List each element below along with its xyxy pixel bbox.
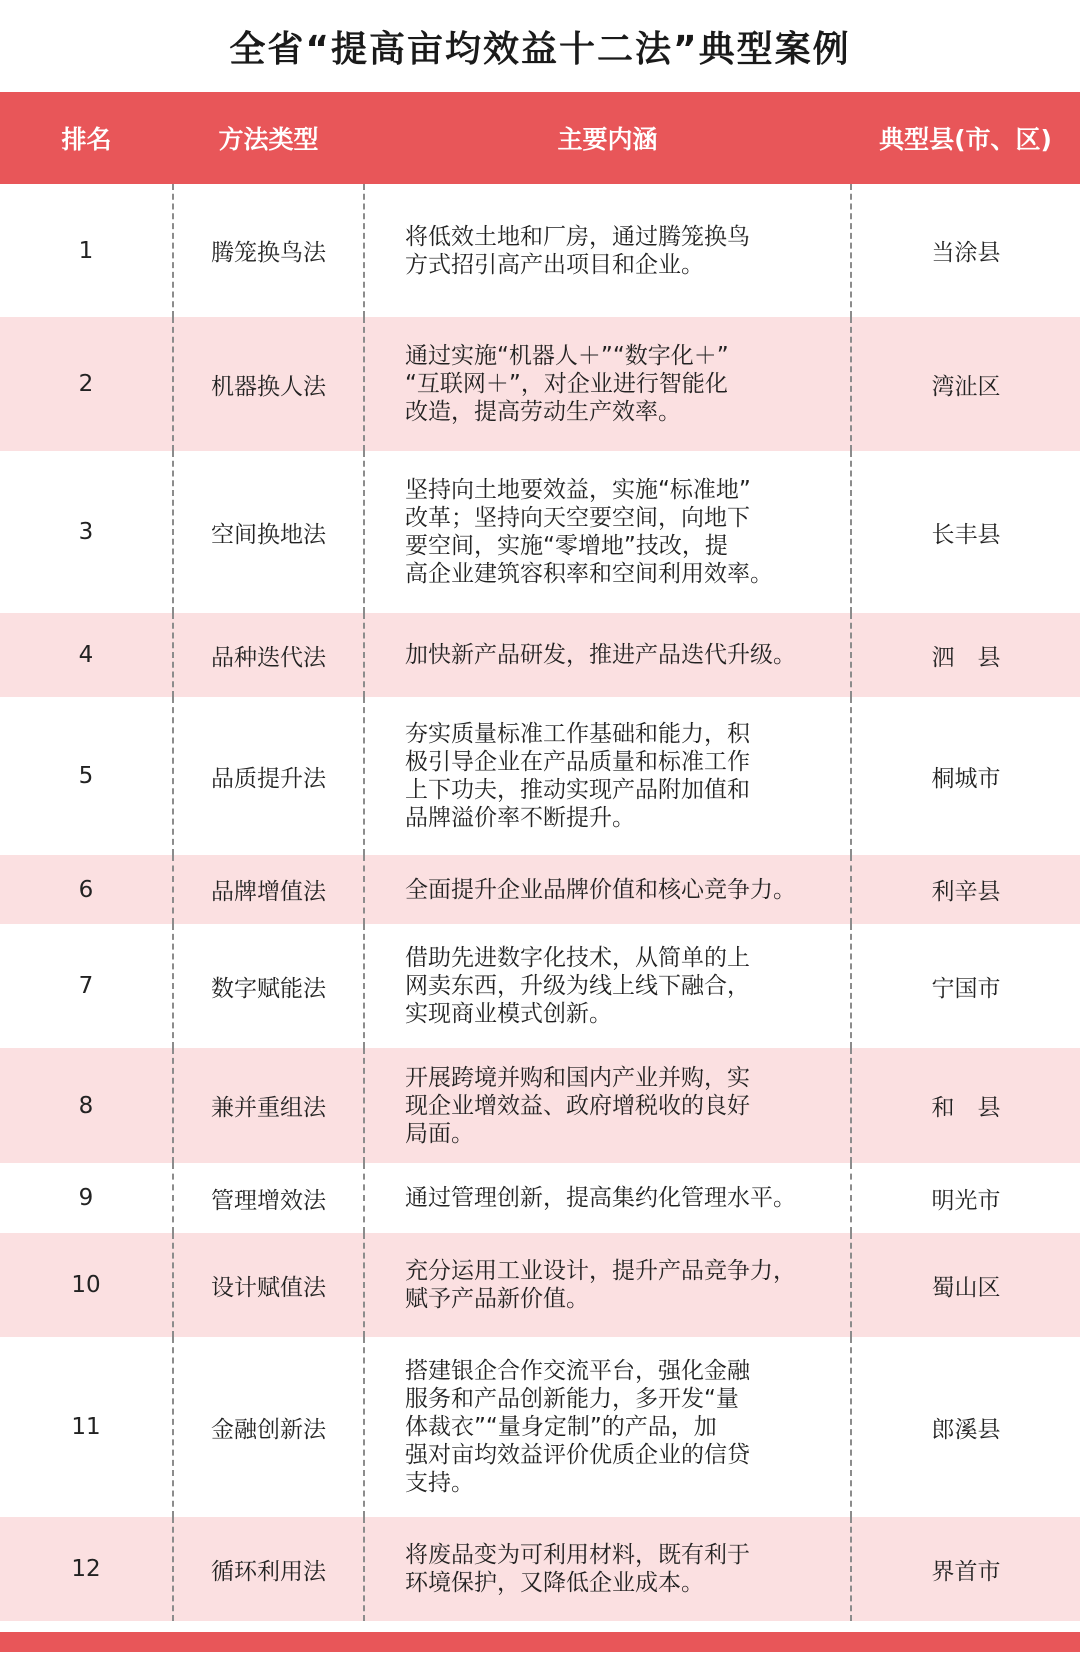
content-line: 通过实施“机器人＋”“数字化＋” [405, 343, 729, 369]
cases-table [0, 92, 1080, 1621]
content-cell [364, 1233, 851, 1337]
content-cell [364, 317, 851, 451]
method-cell: 空间换地法 [173, 451, 364, 613]
content-line: 改革；坚持向天空要空间，向地下 [405, 505, 750, 531]
content-line: 要空间，实施“零增地”技改，提 [405, 533, 728, 559]
county-cell: 界首市 [851, 1517, 1080, 1621]
method-cell: 数字赋能法 [173, 924, 364, 1048]
method-cell: 腾笼换鸟法 [173, 184, 364, 317]
content-cell [364, 1517, 851, 1621]
county-cell: 明光市 [851, 1163, 1080, 1233]
county-cell: 利辛县 [851, 855, 1080, 924]
content-line: 强对亩均效益评价优质企业的信贷 [405, 1442, 750, 1468]
rank-cell: 8 [0, 1048, 173, 1163]
content-line: 夯实质量标准工作基础和能力，积 [405, 721, 750, 747]
content-line: 方式招引高产出项目和企业。 [405, 251, 704, 278]
table-row [0, 451, 1080, 613]
table-row [0, 1048, 1080, 1163]
content-line: 网卖东西，升级为线上线下融合， [405, 973, 750, 999]
method-cell: 管理增效法 [173, 1163, 364, 1233]
county-cell: 蜀山区 [851, 1233, 1080, 1337]
content-line: 赋予产品新价值。 [405, 1286, 589, 1312]
rank-cell: 7 [0, 924, 173, 1048]
content-line: 高企业建筑容积率和空间利用效率。 [405, 561, 773, 587]
rank-cell: 12 [0, 1517, 173, 1621]
county-cell: 当涂县 [851, 184, 1080, 317]
content-cell [364, 451, 851, 613]
content-cell [364, 1163, 851, 1233]
table-row [0, 924, 1080, 1048]
content-line: 全面提升企业品牌价值和核心竞争力。 [405, 876, 796, 903]
content-cell [364, 184, 851, 317]
header-rank: 排名 [0, 92, 173, 184]
method-cell: 金融创新法 [173, 1337, 364, 1517]
content-line: 借助先进数字化技术，从简单的上 [405, 945, 750, 971]
content-line: 支持。 [405, 1470, 474, 1496]
county-cell: 郎溪县 [851, 1337, 1080, 1517]
table-row [0, 317, 1080, 451]
county-cell: 泗 县 [851, 613, 1080, 697]
content-line: 开展跨境并购和国内产业并购，实 [405, 1064, 750, 1091]
rank-cell: 5 [0, 697, 173, 855]
content-line: 改造，提高劳动生产效率。 [405, 399, 681, 425]
content-line: 将废品变为可利用材料，既有利于 [405, 1542, 750, 1568]
content-line: 服务和产品创新能力，多开发“量 [405, 1386, 739, 1412]
content-cell [364, 1337, 851, 1517]
rank-cell: 4 [0, 613, 173, 697]
method-cell: 品牌增值法 [173, 855, 364, 924]
county-cell: 湾沚区 [851, 317, 1080, 451]
table-row [0, 697, 1080, 855]
content-line: 坚持向土地要效益，实施“标准地” [405, 477, 751, 503]
content-line: 加快新产品研发，推进产品迭代升级。 [405, 642, 796, 668]
county-cell: 桐城市 [851, 697, 1080, 855]
method-cell: 品质提升法 [173, 697, 364, 855]
table-body [0, 184, 1080, 1621]
table-row [0, 1337, 1080, 1517]
content-line: 极引导企业在产品质量和标准工作 [405, 749, 750, 775]
method-cell: 设计赋值法 [173, 1233, 364, 1337]
rank-cell: 1 [0, 184, 173, 317]
content-line: 搭建银企合作交流平台，强化金融 [405, 1358, 750, 1384]
content-line: 通过管理创新，提高集约化管理水平。 [405, 1185, 796, 1211]
county-cell: 长丰县 [851, 451, 1080, 613]
content-line: 体裁衣”“量身定制”的产品，加 [405, 1414, 717, 1440]
rank-cell: 11 [0, 1337, 173, 1517]
method-cell: 循环利用法 [173, 1517, 364, 1621]
rank-cell: 10 [0, 1233, 173, 1337]
method-cell: 兼并重组法 [173, 1048, 364, 1163]
content-cell [364, 697, 851, 855]
county-cell: 和 县 [851, 1048, 1080, 1163]
content-line: 现企业增效益、政府增税收的良好 [405, 1092, 750, 1119]
content-line: “互联网＋”，对企业进行智能化 [405, 371, 728, 397]
header-row [0, 92, 1080, 184]
content-line: 品牌溢价率不断提升。 [405, 805, 635, 831]
content-cell [364, 613, 851, 697]
content-line: 环境保护，又降低企业成本。 [405, 1570, 704, 1596]
content-line: 充分运用工业设计，提升产品竞争力， [405, 1258, 796, 1284]
header-content: 主要内涵 [364, 92, 851, 184]
rank-cell: 3 [0, 451, 173, 613]
table-row [0, 855, 1080, 924]
table-row [0, 613, 1080, 697]
header-county: 典型县(市、区) [851, 92, 1080, 184]
content-line: 实现商业模式创新。 [405, 1001, 612, 1027]
rank-cell: 9 [0, 1163, 173, 1233]
content-line: 将低效土地和厂房，通过腾笼换鸟 [405, 223, 750, 250]
rank-cell: 6 [0, 855, 173, 924]
header-method: 方法类型 [173, 92, 364, 184]
page-title: 全省“提高亩均效益十二法”典型案例 [229, 28, 851, 70]
table-row [0, 1233, 1080, 1337]
content-line: 上下功夫，推动实现产品附加值和 [405, 777, 750, 803]
content-cell [364, 924, 851, 1048]
table-row [0, 1517, 1080, 1621]
county-cell: 宁国市 [851, 924, 1080, 1048]
table-header [0, 92, 1080, 184]
method-cell: 品种迭代法 [173, 613, 364, 697]
table-row [0, 184, 1080, 317]
bottom-bar [0, 1632, 1080, 1652]
content-cell [364, 1048, 851, 1163]
method-cell: 机器换人法 [173, 317, 364, 451]
rank-cell: 2 [0, 317, 173, 451]
table-row [0, 1163, 1080, 1233]
content-cell [364, 855, 851, 924]
content-line: 局面。 [405, 1120, 474, 1147]
